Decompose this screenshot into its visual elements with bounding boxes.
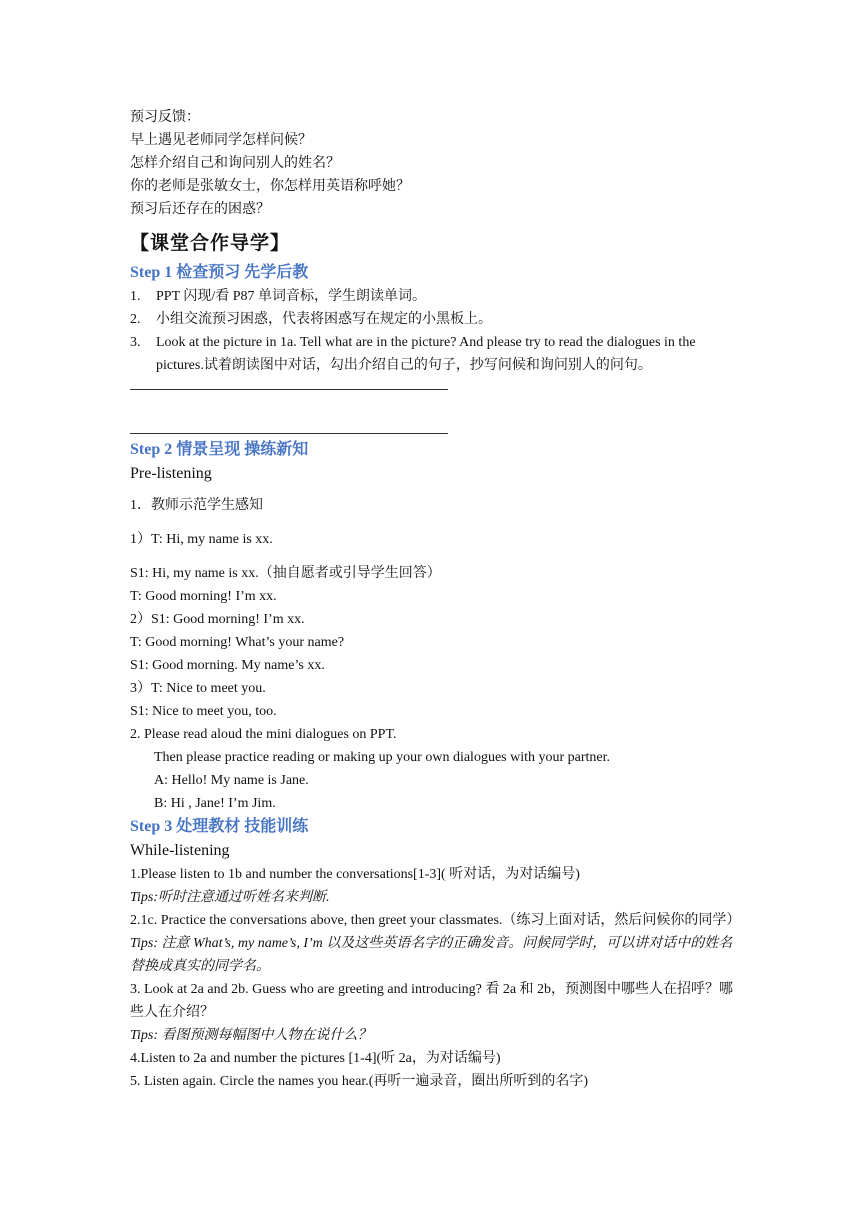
step3-line: 2.1c. Practice the conversations above, then greet your classmates.（练习上面对话，然后问候你的同学） — [130, 913, 741, 928]
step2-line: A: Hello! My name is Jane. — [154, 773, 309, 788]
step2-line: B: Hi , Jane! I’m Jim. — [154, 796, 276, 811]
step1-item-number: 2. — [130, 312, 141, 327]
step2-title: Step 2 情景呈现 操练新知 — [130, 441, 309, 458]
step3-tip: Tips: 看图预测每幅图中人物在说什么？ — [130, 1028, 372, 1043]
step1-item — [130, 285, 736, 308]
step2-line: 1）T: Hi, my name is xx. — [130, 532, 273, 547]
step2-line: S1: Hi, my name is xx.（抽自愿者或引导学生回答） — [130, 566, 441, 581]
step3-line: 4.Listen to 2a and number the pictures [1-4](听 2a，为对话编号) — [130, 1051, 501, 1066]
step2-line: Then please practice reading or making up your own dialogues with your partner. — [154, 750, 611, 765]
step2-line: 2. Please read aloud the mini dialogues on PPT. — [130, 727, 397, 742]
preview-question-2: 怎样介绍自己和询问别人的姓名？ — [130, 156, 340, 171]
step3-line: 3. Look at 2a and 2b. Guess who are greeting and introducing? 看 2a 和 2b，预测图中哪些人在招呼？哪些人在介绍？ — [130, 982, 734, 1020]
step2-line: T: Good morning! What’s your name? — [130, 635, 345, 650]
step1-item-number: 1. — [130, 289, 141, 304]
section-title: 【课堂合作导学】 — [130, 233, 291, 254]
document-body — [130, 106, 741, 1093]
step1-item-number: 3. — [130, 335, 141, 350]
step2-phase: Pre-listening — [130, 465, 212, 482]
step1-item-text: PPT 闪现/看 P87 单词音标，学生朗读单词。 — [156, 289, 427, 304]
answer-line — [130, 389, 448, 390]
step3-tip: Tips:听时注意通过听姓名来判断. — [130, 890, 330, 905]
preview-question-1: 早上遇见老师同学怎样问候？ — [130, 133, 312, 148]
step3-tip: Tips: 注意 What’s, my name’s, I’m 以及这些英语名字的正确发音。问候同学时，可以讲对话中的姓名替换成真实的同学名。 — [130, 936, 733, 974]
step2-line: S1: Good morning. My name’s xx. — [130, 658, 325, 673]
step2-line: 2）S1: Good morning! I’m xx. — [130, 612, 305, 627]
step2-line: T: Good morning! I’m xx. — [130, 589, 277, 604]
step3-title: Step 3 处理教材 技能训练 — [130, 818, 309, 835]
step1-item-text: 小组交流预习困惑，代表将困惑写在规定的小黑板上。 — [156, 312, 492, 327]
step3-line: 5. Listen again. Circle the names you hear.(再听一遍录音，圈出所听到的名字) — [130, 1074, 589, 1089]
preview-heading: 预习反馈： — [130, 110, 200, 125]
answer-line — [130, 433, 448, 434]
step1-item — [130, 308, 736, 331]
step3-phase: While-listening — [130, 842, 230, 859]
step1-item-text: Look at the picture in 1a. Tell what are in the picture? And please try to read the dialogues in the pictures.试着朗读图中对话，勾出介绍自己的句子，抄写问候和询问别人的问句。 — [156, 335, 696, 373]
step2-line: S1: Nice to meet you, too. — [130, 704, 277, 719]
step1-title: Step 1 检查预习 先学后教 — [130, 264, 309, 281]
preview-question-3: 你的老师是张敏女士，你怎样用英语称呼她？ — [130, 179, 410, 194]
step3-line: 1.Please listen to 1b and number the conversations[1-3]( 听对话，为对话编号) — [130, 867, 580, 882]
preview-question-4: 预习后还存在的困惑？ — [130, 202, 270, 217]
step1-item — [130, 331, 736, 377]
step2-line: 1．教师示范学生感知 — [130, 498, 263, 513]
step2-line: 3）T: Nice to meet you. — [130, 681, 266, 696]
